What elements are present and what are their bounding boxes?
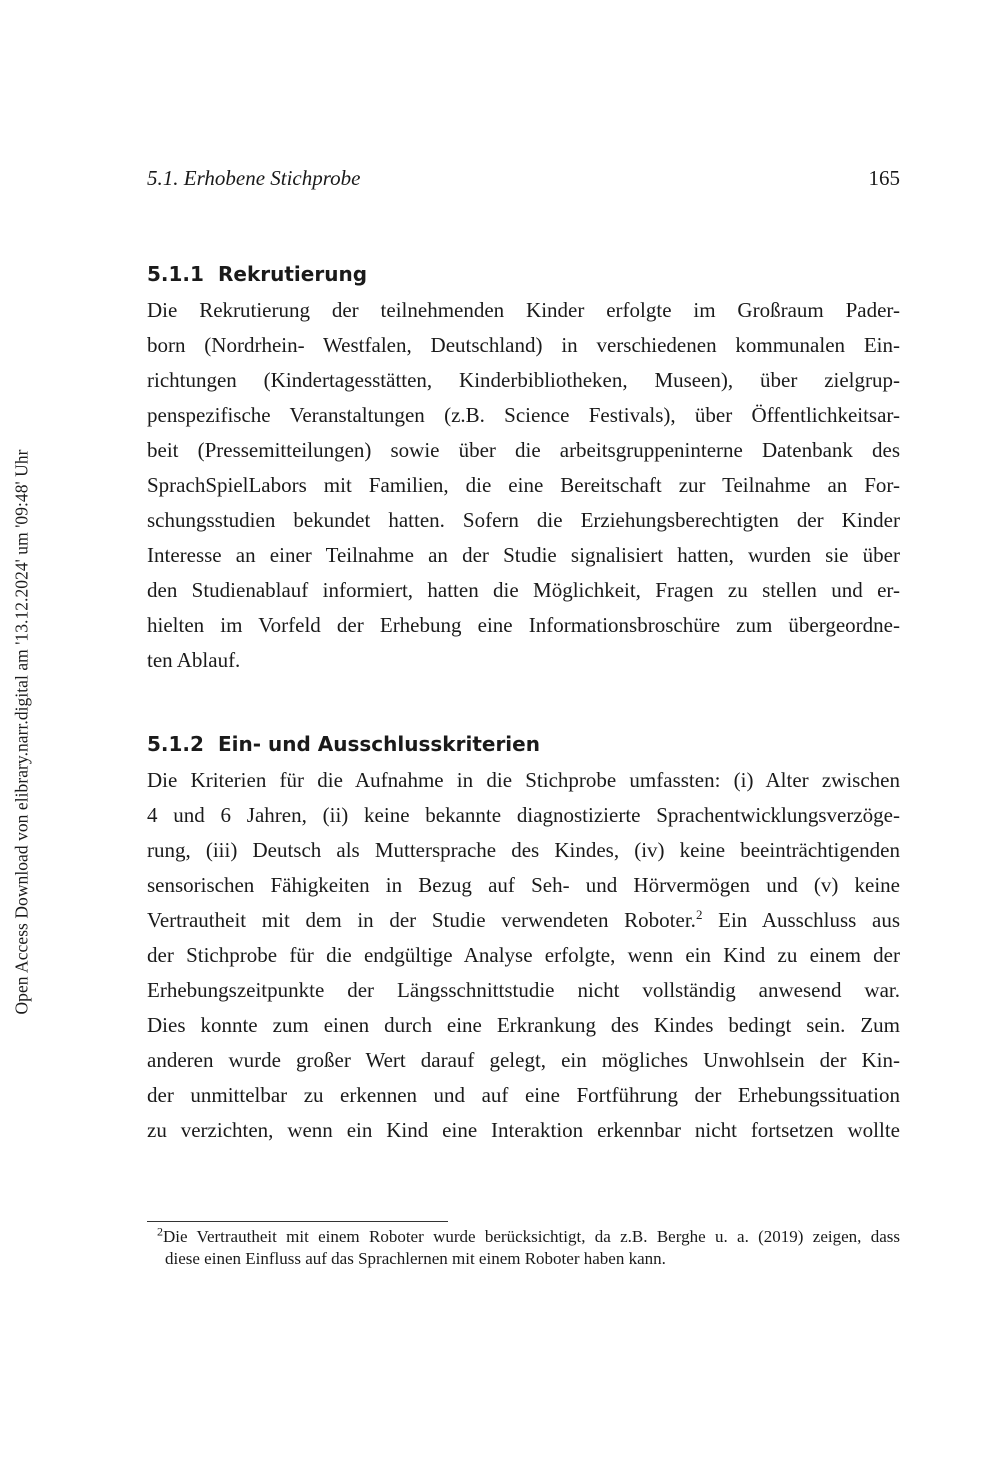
- footnote: [147, 1226, 900, 1270]
- footnote-divider: [147, 1221, 448, 1222]
- text-line: Die Rekrutierung der teilnehmenden Kinder erfolgte im Großraum Pader-: [147, 298, 900, 322]
- running-head-section: 5.1. Erhobene Stichprobe: [147, 166, 361, 190]
- text-line: penspezifische Veranstaltungen (z.B. Science Festivals), über Öffentlichkeitsar-: [147, 403, 900, 427]
- text-line: beit (Pressemitteilungen) sowie über die arbeitsgruppeninterne Datenbank des: [147, 438, 900, 462]
- text-line: 4 und 6 Jahren, (ii) keine bekannte diagnostizierte Sprachentwicklungsverzöge-: [147, 803, 900, 827]
- paragraph-kriterien: [147, 763, 900, 1148]
- text-line: sensorischen Fähigkeiten in Bezug auf Seh- und Hörvermögen und (v) keine: [147, 873, 900, 897]
- text-line: Interesse an einer Teilnahme an der Studie signalisiert hatten, wurden sie über: [147, 543, 900, 567]
- text-line: den Studienablauf informiert, hatten die Möglichkeit, Fragen zu stellen und er-: [147, 578, 900, 602]
- footnote-number: 2: [157, 1224, 163, 1239]
- paragraph-rekrutierung: [147, 293, 900, 678]
- text-line-with-footnote: [147, 903, 900, 938]
- text-line: SprachSpielLabors mit Familien, die eine Bereitschaft zur Teilnahme an For-: [147, 473, 900, 497]
- text-line: schungsstudien bekundet hatten. Sofern die Erziehungsberechtigten der Kinder: [147, 508, 900, 532]
- text-line: zu verzichten, wenn ein Kind eine Interaktion erkennbar nicht fortsetzen wollte: [147, 1118, 900, 1142]
- running-head: [147, 166, 900, 198]
- text-line: richtungen (Kindertagesstätten, Kinderbibliotheken, Museen), über zielgrup-: [147, 368, 900, 392]
- text-line: der Stichprobe für die endgültige Analyse erfolgte, wenn ein Kind zu einem der: [147, 943, 900, 967]
- text-line: born (Nordrhein- Westfalen, Deutschland) in verschiedenen kommunalen Ein-: [147, 333, 900, 357]
- section-heading-rekrutierung: [147, 262, 367, 286]
- download-notice: Open Access Download von elibrary.narr.digital am '13.12.2024' um '09:48' Uhr: [11, 449, 32, 1015]
- text-line: Erhebungszeitpunkte der Längsschnittstudie nicht vollständig anwesend war.: [147, 978, 900, 1002]
- footnote-line: diese einen Einfluss auf das Sprachlernen mit einem Roboter haben kann.: [165, 1249, 666, 1268]
- text-line: anderen wurde großer Wert darauf gelegt, ein mögliches Unwohlsein der Kin-: [147, 1048, 900, 1072]
- text-segment: Ein Ausschluss aus: [702, 908, 901, 932]
- text-line: ten Ablauf.: [147, 648, 241, 672]
- footnote-marker[interactable]: 2: [695, 907, 703, 922]
- text-line: hielten im Vorfeld der Erhebung eine Informationsbroschüre zum übergeordne-: [147, 613, 900, 637]
- text-line: Die Kriterien für die Aufnahme in die Stichprobe umfassten: (i) Alter zwischen: [147, 768, 900, 792]
- section-title: Ein- und Ausschlusskriterien: [218, 731, 540, 756]
- text-segment: Vertrautheit mit dem in der Studie verwendeten Roboter.: [147, 908, 696, 932]
- footnote-text: Die Vertrautheit mit einem Roboter wurde berücksichtigt, da z.B. Berghe u. a. (2019) zeigen, dass: [163, 1227, 900, 1246]
- page-number: 165: [868, 166, 900, 190]
- section-number: 5.1.2: [147, 731, 204, 756]
- section-number: 5.1.1: [147, 261, 204, 286]
- text-line: Dies konnte zum einen durch eine Erkrankung des Kindes bedingt sein. Zum: [147, 1013, 900, 1037]
- section-heading-kriterien: [147, 732, 540, 756]
- footnote-line: [147, 1226, 900, 1248]
- section-title: Rekrutierung: [218, 261, 368, 286]
- text-line: rung, (iii) Deutsch als Muttersprache des Kindes, (iv) keine beeinträchtigenden: [147, 838, 900, 862]
- text-line: der unmittelbar zu erkennen und auf eine Fortführung der Erhebungssituation: [147, 1083, 900, 1107]
